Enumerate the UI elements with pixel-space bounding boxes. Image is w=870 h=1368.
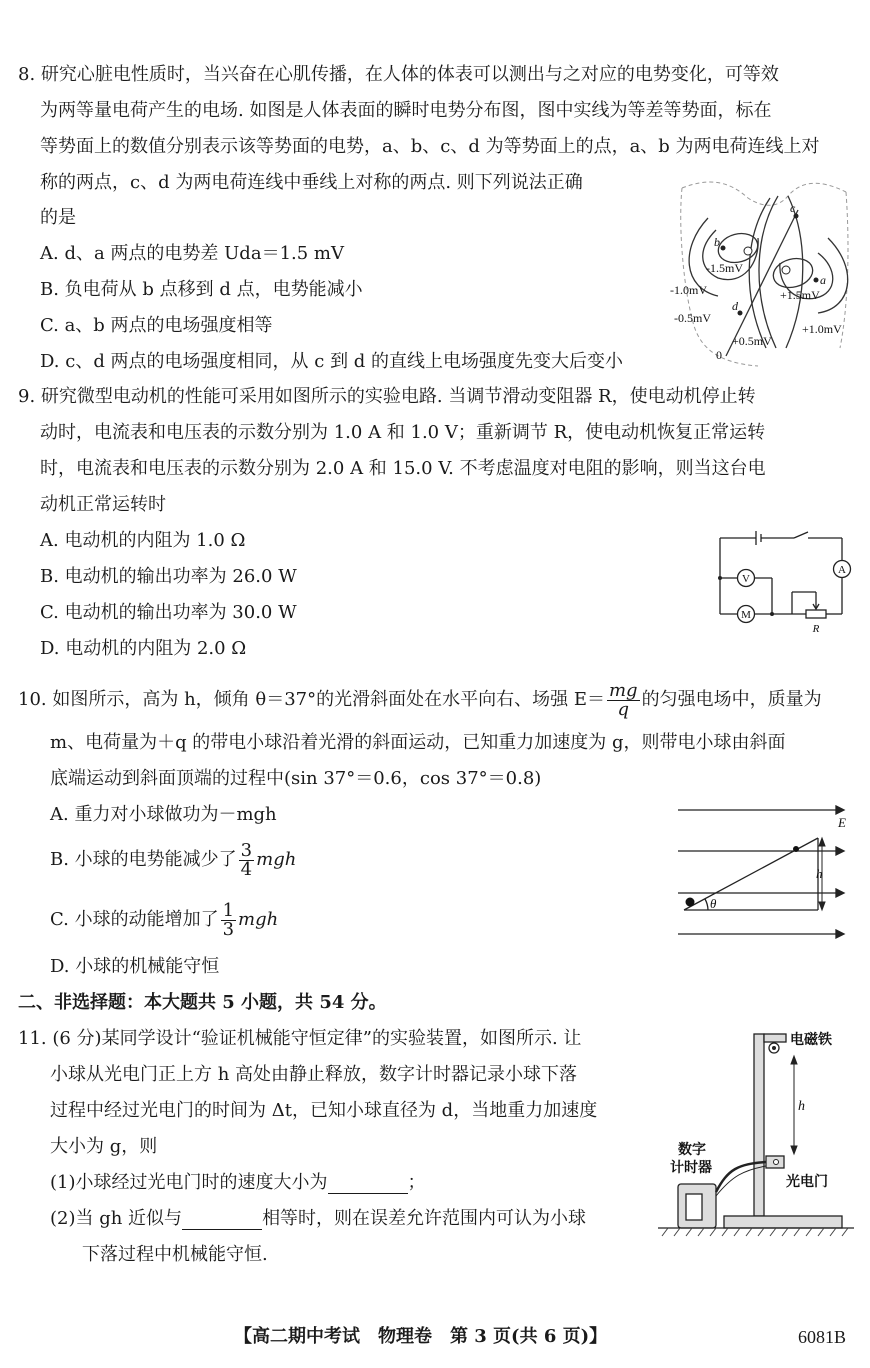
section-2-heading: 二、非选择题：本大题共 5 小题，共 54 分。 xyxy=(18,992,387,1013)
q11-subquestion-1: (1)小球经过光电门时的速度大小为 ； xyxy=(50,1172,426,1193)
q8-stem-line: 的是 xyxy=(40,207,76,228)
q8-fig-label: -1.0mV xyxy=(670,283,707,297)
q10-option-b: B. 小球的电势能减少了 $\frac{3}{4}$ mgh xyxy=(50,839,297,880)
q11-stem-line: 小球从光电门正上方 h 高处由静止释放，数字计时器记录小球下落 xyxy=(50,1064,578,1085)
q9-option-c: C. 电动机的输出功率为 30.0 W xyxy=(40,602,297,623)
q10-option-a: A. 重力对小球做功为－mgh xyxy=(50,804,277,825)
q9-stem-line: 9. 研究微型电动机的性能可采用如图所示的实验电路. 当调节滑动变阻器 R，使电动机停止转 xyxy=(18,386,756,407)
q8-fig-label: +1.5mV xyxy=(780,288,820,302)
q8-stem-line: 等势面上的数值分别表示该等势面的电势，a、b、c、d 为等势面上的点，a、b 为两电荷连线上对 xyxy=(40,136,820,157)
q11-apparatus-figure xyxy=(658,1024,854,1240)
q10-line1: 10. 如图所示，高为 h，倾角 θ＝37°的光滑斜面处在水平向右、场强 E＝ $\frac{mg}{q}$ 的匀强电场中，质量为 xyxy=(18,679,822,720)
q10-option-d: D. 小球的机械能守恒 xyxy=(50,956,220,977)
q8-fig-label: b xyxy=(714,235,720,249)
q11-subquestion-2-cont: 下落过程中机械能守恒. xyxy=(82,1244,268,1265)
q8-option-d: D. c、d 两点的电场强度相同，从 c 到 d 的直线上电场强度先变大后变小 xyxy=(40,351,624,372)
q11-fig-magnet-label: 电磁铁 xyxy=(790,1033,832,1048)
q9-stem-line: 动机正常运转时 xyxy=(40,494,166,515)
q8-equipotential-figure xyxy=(668,168,858,368)
q11-fig-timer-label: 数字 xyxy=(678,1143,706,1158)
q11-fig-height-label: h xyxy=(798,1099,805,1114)
q8-stem-line: 为两等量电荷产生的电场. 如图是人体表面的瞬时电势分布图，图中实线为等差等势面，标在 xyxy=(40,100,772,121)
voltmeter-label: V xyxy=(742,573,750,585)
q11-fig-gate-label: 光电门 xyxy=(786,1175,828,1190)
q10-fig-angle-label: θ xyxy=(710,896,717,911)
q8-option-a: A. d、a 两点的电势差 Uda＝1.5 mV xyxy=(40,243,344,264)
q9-option-a: A. 电动机的内阻为 1.0 Ω xyxy=(40,530,246,551)
q8-stem-line: 称的两点，c、d 为两电荷连线中垂线上对称的两点. 则下列说法正确 xyxy=(40,172,583,193)
q8-fig-label: -0.5mV xyxy=(674,311,711,325)
q8-option-c: C. a、b 两点的电场强度相等 xyxy=(40,315,273,336)
q10-fig-height-label: h xyxy=(816,866,823,881)
q8-fig-label: d xyxy=(732,299,738,313)
q8-fig-label: +0.5mV xyxy=(732,334,772,348)
q8-fig-label: -1.5mV xyxy=(706,261,743,275)
paper-code: 6081B xyxy=(798,1327,847,1347)
q11-subquestion-2: (2)当 gh 近似与 相等时，则在误差允许范围内可认为小球 xyxy=(50,1208,587,1229)
motor-label: M xyxy=(741,609,751,621)
q9-option-b: B. 电动机的输出功率为 26.0 W xyxy=(40,566,297,587)
q9-option-d: D. 电动机的内阻为 2.0 Ω xyxy=(40,638,247,659)
q10-line2: m、电荷量为＋q 的带电小球沿着光滑的斜面运动，已知重力加速度为 g，则带电小球由斜面 xyxy=(50,732,786,753)
q10-line3: 底端运动到斜面顶端的过程中(sin 37°＝0.6，cos 37°＝0.8) xyxy=(50,768,542,789)
q11-fig-timer-label: 计时器 xyxy=(670,1161,712,1176)
q8-fig-label: +1.0mV xyxy=(802,322,842,336)
q8-stem-line: 8. 研究心脏电性质时，当兴奋在心肌传播，在人体的体表可以测出与之对应的电势变化，可等效 xyxy=(18,64,779,85)
q11-stem-line: 过程中经过光电门的时间为 Δt，已知小球直径为 d，当地重力加速度 xyxy=(50,1100,598,1121)
q10-fig-field-label: E xyxy=(838,815,846,830)
q9-stem-line: 动时，电流表和电压表的示数分别为 1.0 A 和 1.0 V；重新调节 R，使电动机恢复正常运转 xyxy=(40,422,766,443)
q8-fig-label: 0 xyxy=(716,348,722,362)
q8-option-b: B. 负电荷从 b 点移到 d 点，电势能减小 xyxy=(40,279,363,300)
q8-fig-label: c xyxy=(790,201,796,215)
ammeter-label: A xyxy=(838,564,846,576)
answer-blank-1[interactable] xyxy=(328,1177,408,1194)
q9-circuit-figure xyxy=(712,528,858,638)
page-footer: 【高二期中考试 物理卷 第 3 页(共 6 页)】 xyxy=(234,1326,608,1347)
q8-fig-label: a xyxy=(820,273,826,287)
q10-option-c: C. 小球的动能增加了 $\frac{1}{3}$ mgh xyxy=(50,899,279,940)
answer-blank-2[interactable] xyxy=(182,1213,262,1230)
rheostat-label: R xyxy=(812,623,820,635)
q11-stem-line: 11. (6 分)某同学设计“验证机械能守恒定律”的实验装置，如图所示. 让 xyxy=(18,1028,582,1049)
q9-stem-line: 时，电流表和电压表的示数分别为 2.0 A 和 15.0 V. 不考虑温度对电阻的影响，则当这台电 xyxy=(40,458,766,479)
q10-incline-figure xyxy=(672,796,858,944)
q11-stem-line: 大小为 g，则 xyxy=(50,1136,158,1157)
